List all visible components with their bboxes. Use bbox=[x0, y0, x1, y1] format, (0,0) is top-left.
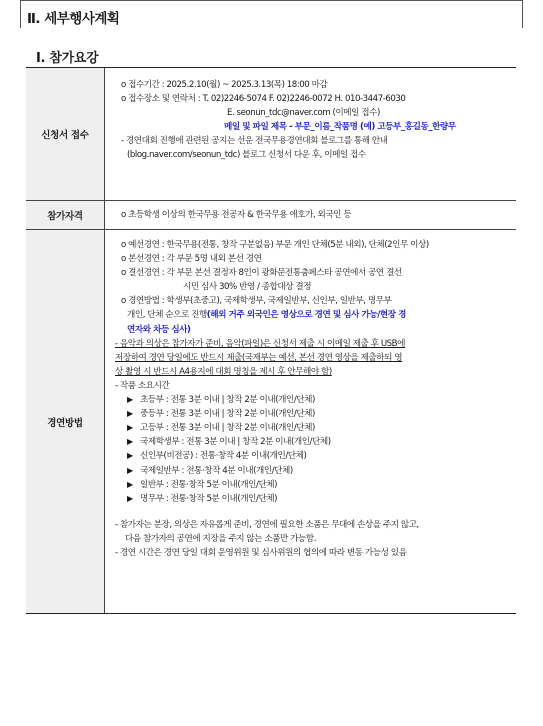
content-eligibility bbox=[105, 201, 516, 229]
page-left-border bbox=[20, 0, 21, 28]
division-text: 신인부(비전공) : 전통·창작 4분 이내(개인/단체) bbox=[140, 451, 307, 462]
division-text: 고등부 : 전통 3분 이내 | 창작 2분 이내(개인/단체) bbox=[140, 423, 315, 434]
sub-title: Ⅰ. 참가요강 bbox=[36, 51, 99, 66]
play-arrow-icon: ▶ bbox=[127, 451, 133, 461]
page-right-border bbox=[522, 0, 523, 28]
method-props-1: - 참가자는 분장, 의상은 자유롭게 준비, 경연에 필요한 소품은 무대에 손상을 주지 않고, bbox=[115, 519, 419, 530]
division-item bbox=[111, 435, 516, 449]
content-application bbox=[105, 68, 516, 200]
play-arrow-icon: ▶ bbox=[127, 479, 133, 489]
division-item bbox=[111, 449, 516, 463]
division-item bbox=[111, 393, 516, 407]
division-item bbox=[111, 464, 516, 478]
division-item bbox=[111, 407, 516, 421]
spacer bbox=[111, 506, 516, 518]
content-method bbox=[105, 230, 516, 613]
division-text: 일반부 : 전통·창작 5분 이내(개인/단체) bbox=[140, 479, 278, 490]
method-props-2: 다음 참가자의 공연에 지장을 주지 않는 소품만 가능함. bbox=[125, 533, 316, 544]
method-way-2 bbox=[111, 308, 516, 322]
row-eligibility bbox=[26, 200, 516, 229]
row-method bbox=[26, 229, 516, 613]
row-application bbox=[26, 68, 516, 200]
play-arrow-icon: ▶ bbox=[127, 395, 133, 405]
play-arrow-icon: ▶ bbox=[127, 437, 133, 447]
division-text: 명무부 : 전통·창작 5분 이내(개인/단체) bbox=[140, 493, 278, 504]
label-method: 경연방법 bbox=[26, 230, 105, 613]
division-item bbox=[111, 421, 516, 435]
division-list bbox=[111, 393, 516, 506]
play-arrow-icon: ▶ bbox=[127, 423, 133, 433]
method-final-2-text: 시민 심사 30% 반영 / 종합대상 결정 bbox=[183, 282, 312, 293]
play-arrow-icon: ▶ bbox=[127, 409, 133, 419]
play-arrow-icon: ▶ bbox=[127, 465, 133, 475]
application-contact: o 접수장소 및 연락처 : T. 02)2246-5074 F. 02)2246-0072 H. 010-3447-6030 bbox=[121, 94, 406, 105]
method-prelim: o 예선경연 : 한국무용(전통, 창작 구분없음) 부문 개인 단체(5분 내외), 단체(2인무 이상) bbox=[121, 240, 429, 250]
eligibility-text: o 초등학생 이상의 한국무용 전공자 & 한국무용 애호가, 외국인 등 bbox=[121, 209, 352, 220]
play-arrow-icon: ▶ bbox=[127, 493, 133, 503]
method-way-3: 연자와 차등 심사) bbox=[127, 324, 191, 335]
page-top-border bbox=[20, 0, 523, 1]
application-period: o 접수기간 : 2025.2.10(월) ~ 2025.3.13(목) 18:00 마감 bbox=[121, 80, 328, 90]
division-text: 국제학생부 : 전통 3분 이내 | 창작 2분 이내(개인/단체) bbox=[140, 437, 331, 448]
section-title: Ⅱ. 세부행사계획 bbox=[27, 11, 120, 27]
method-way-2-blue: (해외 거주 외국인은 영상으로 경연 및 심사 가능/현장 경 bbox=[206, 310, 407, 321]
method-music-3: 상 촬영 시 반드시 A4용지에 대회 명칭을 제시 후 안무해야 함) bbox=[115, 366, 332, 377]
method-final-1: o 결선경연 : 각 부문 본선 결정자 8인이 광화문전통춤페스타 공연에서 공연 결선 bbox=[121, 268, 402, 279]
application-email: E. seonun_tdc@naver.com (이메일 접수) bbox=[227, 108, 380, 119]
division-item bbox=[111, 492, 516, 506]
method-way-1: o 경연방법 : 학생부(초중고), 국제학생부, 국제일반부, 신인부, 일반부, 명무부 bbox=[121, 296, 392, 307]
division-text: 초등부 : 전통 3분 이내 | 창작 2분 이내(개인/단체) bbox=[140, 395, 315, 406]
application-notice-1: - 경연대회 진행에 관련된 공지는 선운 전국무용경연대회 블로그를 통해 안내 bbox=[121, 136, 388, 147]
method-way-2-pre: 개인, 단체 순으로 진행 bbox=[127, 310, 207, 321]
application-notice-2: (blog.naver.com/seonun_tdc) 블로그 신청서 다운 후, 이메일 접수 bbox=[127, 150, 366, 161]
method-music-2: 저장하여 경연 당일에도 반드시 제출(국제부는 예선, 본선 경연 영상을 제출하되 영 bbox=[115, 352, 403, 363]
division-text: 중등부 : 전통 3분 이내 | 창작 2분 이내(개인/단체) bbox=[140, 409, 315, 420]
division-text: 국제일반부 : 전통·창작 4분 이내(개인/단체) bbox=[140, 465, 293, 476]
method-time-header: - 작품 소요시간 bbox=[115, 380, 170, 391]
division-item bbox=[111, 478, 516, 492]
method-semi: o 본선경연 : 각 부문 5명 내외 본선 경연 bbox=[121, 254, 262, 265]
method-final-2 bbox=[111, 280, 516, 294]
label-application: 신청서 접수 bbox=[26, 68, 105, 200]
method-music-1: - 음악과 의상은 참가자가 준비, 음악(파일)은 신청서 제출 시 이메일 제출 후 USB에 bbox=[115, 338, 405, 349]
info-table bbox=[26, 67, 516, 614]
label-eligibility: 참가자격 bbox=[26, 201, 105, 229]
method-time-note: - 경연 시간은 경연 당일 대회 운영위원 및 심사위원의 협의에 따라 변동 가능성 있음 bbox=[115, 547, 407, 558]
application-mail-title: 메일 및 파일 제목 - 부문_이름_작품명 (예) 고등부_홍길동_한량무 bbox=[224, 122, 456, 133]
